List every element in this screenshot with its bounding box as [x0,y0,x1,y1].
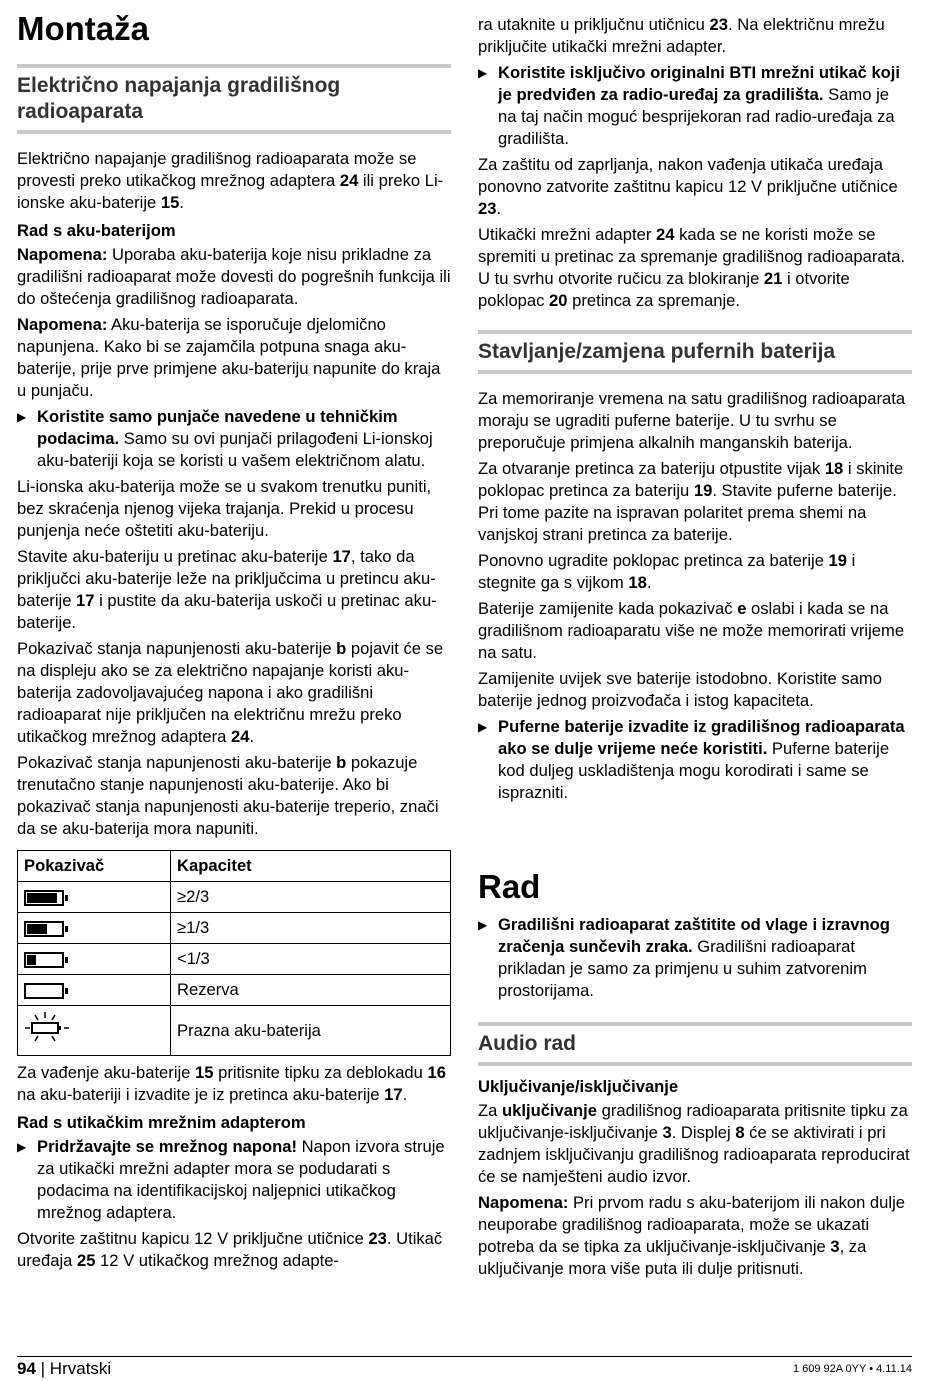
table-row [18,1006,451,1056]
paragraph: Zamijenite uvijek sve baterije istodobno. Koristite samo baterije jednog proizvođača i istog kapaciteta. [478,669,882,710]
table-header: Pokazivač [18,851,171,882]
table-cell: ≥2/3 [171,882,451,913]
document-code: 1 609 92A 0YY • 4.11.14 [792,1363,912,1375]
table-row [18,913,451,944]
paragraph: Pokazivač stanja napunjenosti aku-baterije b pojavit će se na displeju ako se za električno napajanje koristi aku-baterija zadovoljavajućeg napona i ako gradilišni radioaparat nije priključen na električnu mrežu preko utikačkog mrežnog adaptera 24. [17,639,444,746]
paragraph: Otvorite zaštitnu kapicu 12 V priključne utičnice 23. Utikač uređaja 25 12 V utikačkog mrežnog adapte- [17,1229,443,1270]
table-header-row [18,851,451,882]
table-row [18,944,451,975]
section-title-operation: Rad [478,868,541,905]
table-cell: Prazna aku-baterija [171,1006,451,1056]
subheading-adapter: Rad s utikačkim mrežnim adapterom [17,1113,306,1132]
section-heading-buffer-batteries: Stavljanje/zamjena pufernih baterija [478,330,912,374]
bullet-item: ▶ Koristite isključivo originalni BTI mrežni utikač koji je predviđen za radio-uređaj za gradilišta. Samo je na taj način moguć besprijekoran rad radio-uređaja za gradilišta. [478,62,912,150]
paragraph: Utikački mrežni adapter 24 kada se ne koristi može se spremiti u pretinac za spremanje gradilišnog radioaparata. U tu svrhu otvorite ručicu za blokiranje 21 i otvorite poklopac 20 pretinca za spremanje. [478,225,906,310]
paragraph: Stavite aku-bateriju u pretinac aku-baterije 17, tako da priključci aku-baterije leže na priključcima u pretincu aku-baterije 17 i pustite da aku-baterija uskoči u pretinac aku-baterije. [17,547,437,632]
paragraph: Ponovno ugradite poklopac pretinca za baterije 19 i stegnite ga s vijkom 18. [478,551,856,592]
paragraph: Baterije zamijenite kada pokazivač e oslabi i kada se na gradilišnom radioaparatu više ne može memorirati vrijeme na satu. [478,599,905,662]
paragraph: ra utaknite u priključnu utičnicu 23. Na električnu mrežu priključite utikački mrežni adapter. [478,15,885,56]
bullet-item: ▶ Pridržavajte se mrežnog napona! Napon izvora struje za utikački mrežni adapter mora se podudarati s podacima na identifikacijskoj naljepnici utikačkog mrežnog adaptera. [17,1136,451,1224]
battery-blinking-icon [18,1006,171,1056]
table-cell: ≥1/3 [171,913,451,944]
table-row [18,975,451,1006]
left-column [17,0,451,1276]
battery-full-icon [18,882,171,913]
battery-low-icon [18,944,171,975]
table-row [18,882,451,913]
section-heading-power: Električno napajanja gradilišnog radioaparata [17,64,451,134]
page-number-language: 94 | Hrvatski [17,1359,112,1378]
paragraph: Za uključivanje gradilišnog radioaparata pritisnite tipku za uključivanje-isključivanje 3. Displej 8 će se aktivirati i pri zadnjem isključivanju gradilišnog radioaparata reproducirat će se namješteni audio izvor. [478,1101,910,1186]
bullet-item: ▶ Gradilišni radioaparat zaštitite od vlage i izravnog zračenja sunčevih zraka. Gradilišni radioaparat prikladan je samo za primjenu u suhim zatvorenim prostorijama. [478,914,912,1002]
paragraph: Za memoriranje vremena na satu gradilišnog radioaparata moraju se ugraditi puferne baterije. U tu svrhu se preporučuje primjena alkalnih manganskih baterija. [478,389,906,452]
right-column [478,14,912,1284]
battery-empty-icon [18,975,171,1006]
paragraph: Li-ionska aku-baterija može se u svakom trenutku puniti, bez skraćenja njenog vijeka trajanja. Prekid u procesu punjenja neće oštetiti aku-bateriju. [17,477,432,540]
note: Napomena: Pri prvom radu s aku-baterijom ili nakon dulje neuporabe gradilišnog radioaparata, može se ukazati potreba da se tipka za uključivanje-isključivanje 3, za uključivanje mora više puta ili dulje pritisnuti. [478,1193,905,1278]
battery-two-thirds-icon [18,913,171,944]
subheading-on-off: Uključivanje/isključivanje [478,1077,679,1096]
bullet-item: ▶ Koristite samo punjače navedene u tehničkim podacima. Samo su ovi punjači prilagođeni Li-ionskoj aku-bateriji koja se koristi u vašem električnom alatu. [17,406,451,472]
note: Napomena: Aku-baterija se isporučuje djelomično napunjena. Kako bi se zajamčila potpuna snaga aku-baterije, prije prve primjene aku-bateriju napunite do kraja u punjaču. [17,315,441,400]
section-heading-audio: Audio rad [478,1022,912,1066]
subheading-battery: Rad s aku-baterijom [17,221,176,240]
page-title: Montaža [17,10,149,47]
bullet-item: ▶ Puferne baterije izvadite iz gradilišnog radioaparata ako se dulje vrijeme neće koristiti. Puferne baterije kod duljeg uskladištenja mogu korodirati i same se isprazniti. [478,716,912,804]
note: Napomena: Uporaba aku-baterija koje nisu prikladne za gradilišni radioaparat može dovesti do pogrešnih funkcija ili do oštećenja gradilišnog radioaparata. [17,245,451,308]
paragraph: Za zaštitu od zaprljanja, nakon vađenja utikača uređaja ponovno zatvorite zaštitnu kapicu 12 V priključne utičnice 23. [478,155,898,218]
table-cell: Rezerva [171,975,451,1006]
paragraph: Pokazivač stanja napunjenosti aku-baterije b pokazuje trenutačno stanje napunjenosti aku-baterije. Ako bi pokazivač stanja napunjenosti aku-baterije treperio, znači da se aku-baterija mora napuniti. [17,753,439,838]
page-footer [17,1356,912,1381]
table-header: Kapacitet [171,851,451,882]
paragraph: Električno napajanje gradilišnog radioaparata može se provesti preko utikačkog mrežnog adaptera 24 ili preko Li-ionske aku-baterije 15. [17,149,444,212]
battery-indicator-table [17,850,451,1056]
paragraph: Za vađenje aku-baterije 15 pritisnite tipku za deblokadu 16 na aku-bateriji i izvadite je iz pretinca aku-baterije 17. [17,1063,446,1104]
table-cell: <1/3 [171,944,451,975]
paragraph: Za otvaranje pretinca za bateriju otpustite vijak 18 i skinite poklopac pretinca za bateriju 19. Stavite puferne baterije. Pri tome pazite na ispravan polaritet prema shemi na vanjskoj strani pretinca za baterije. [478,459,904,544]
